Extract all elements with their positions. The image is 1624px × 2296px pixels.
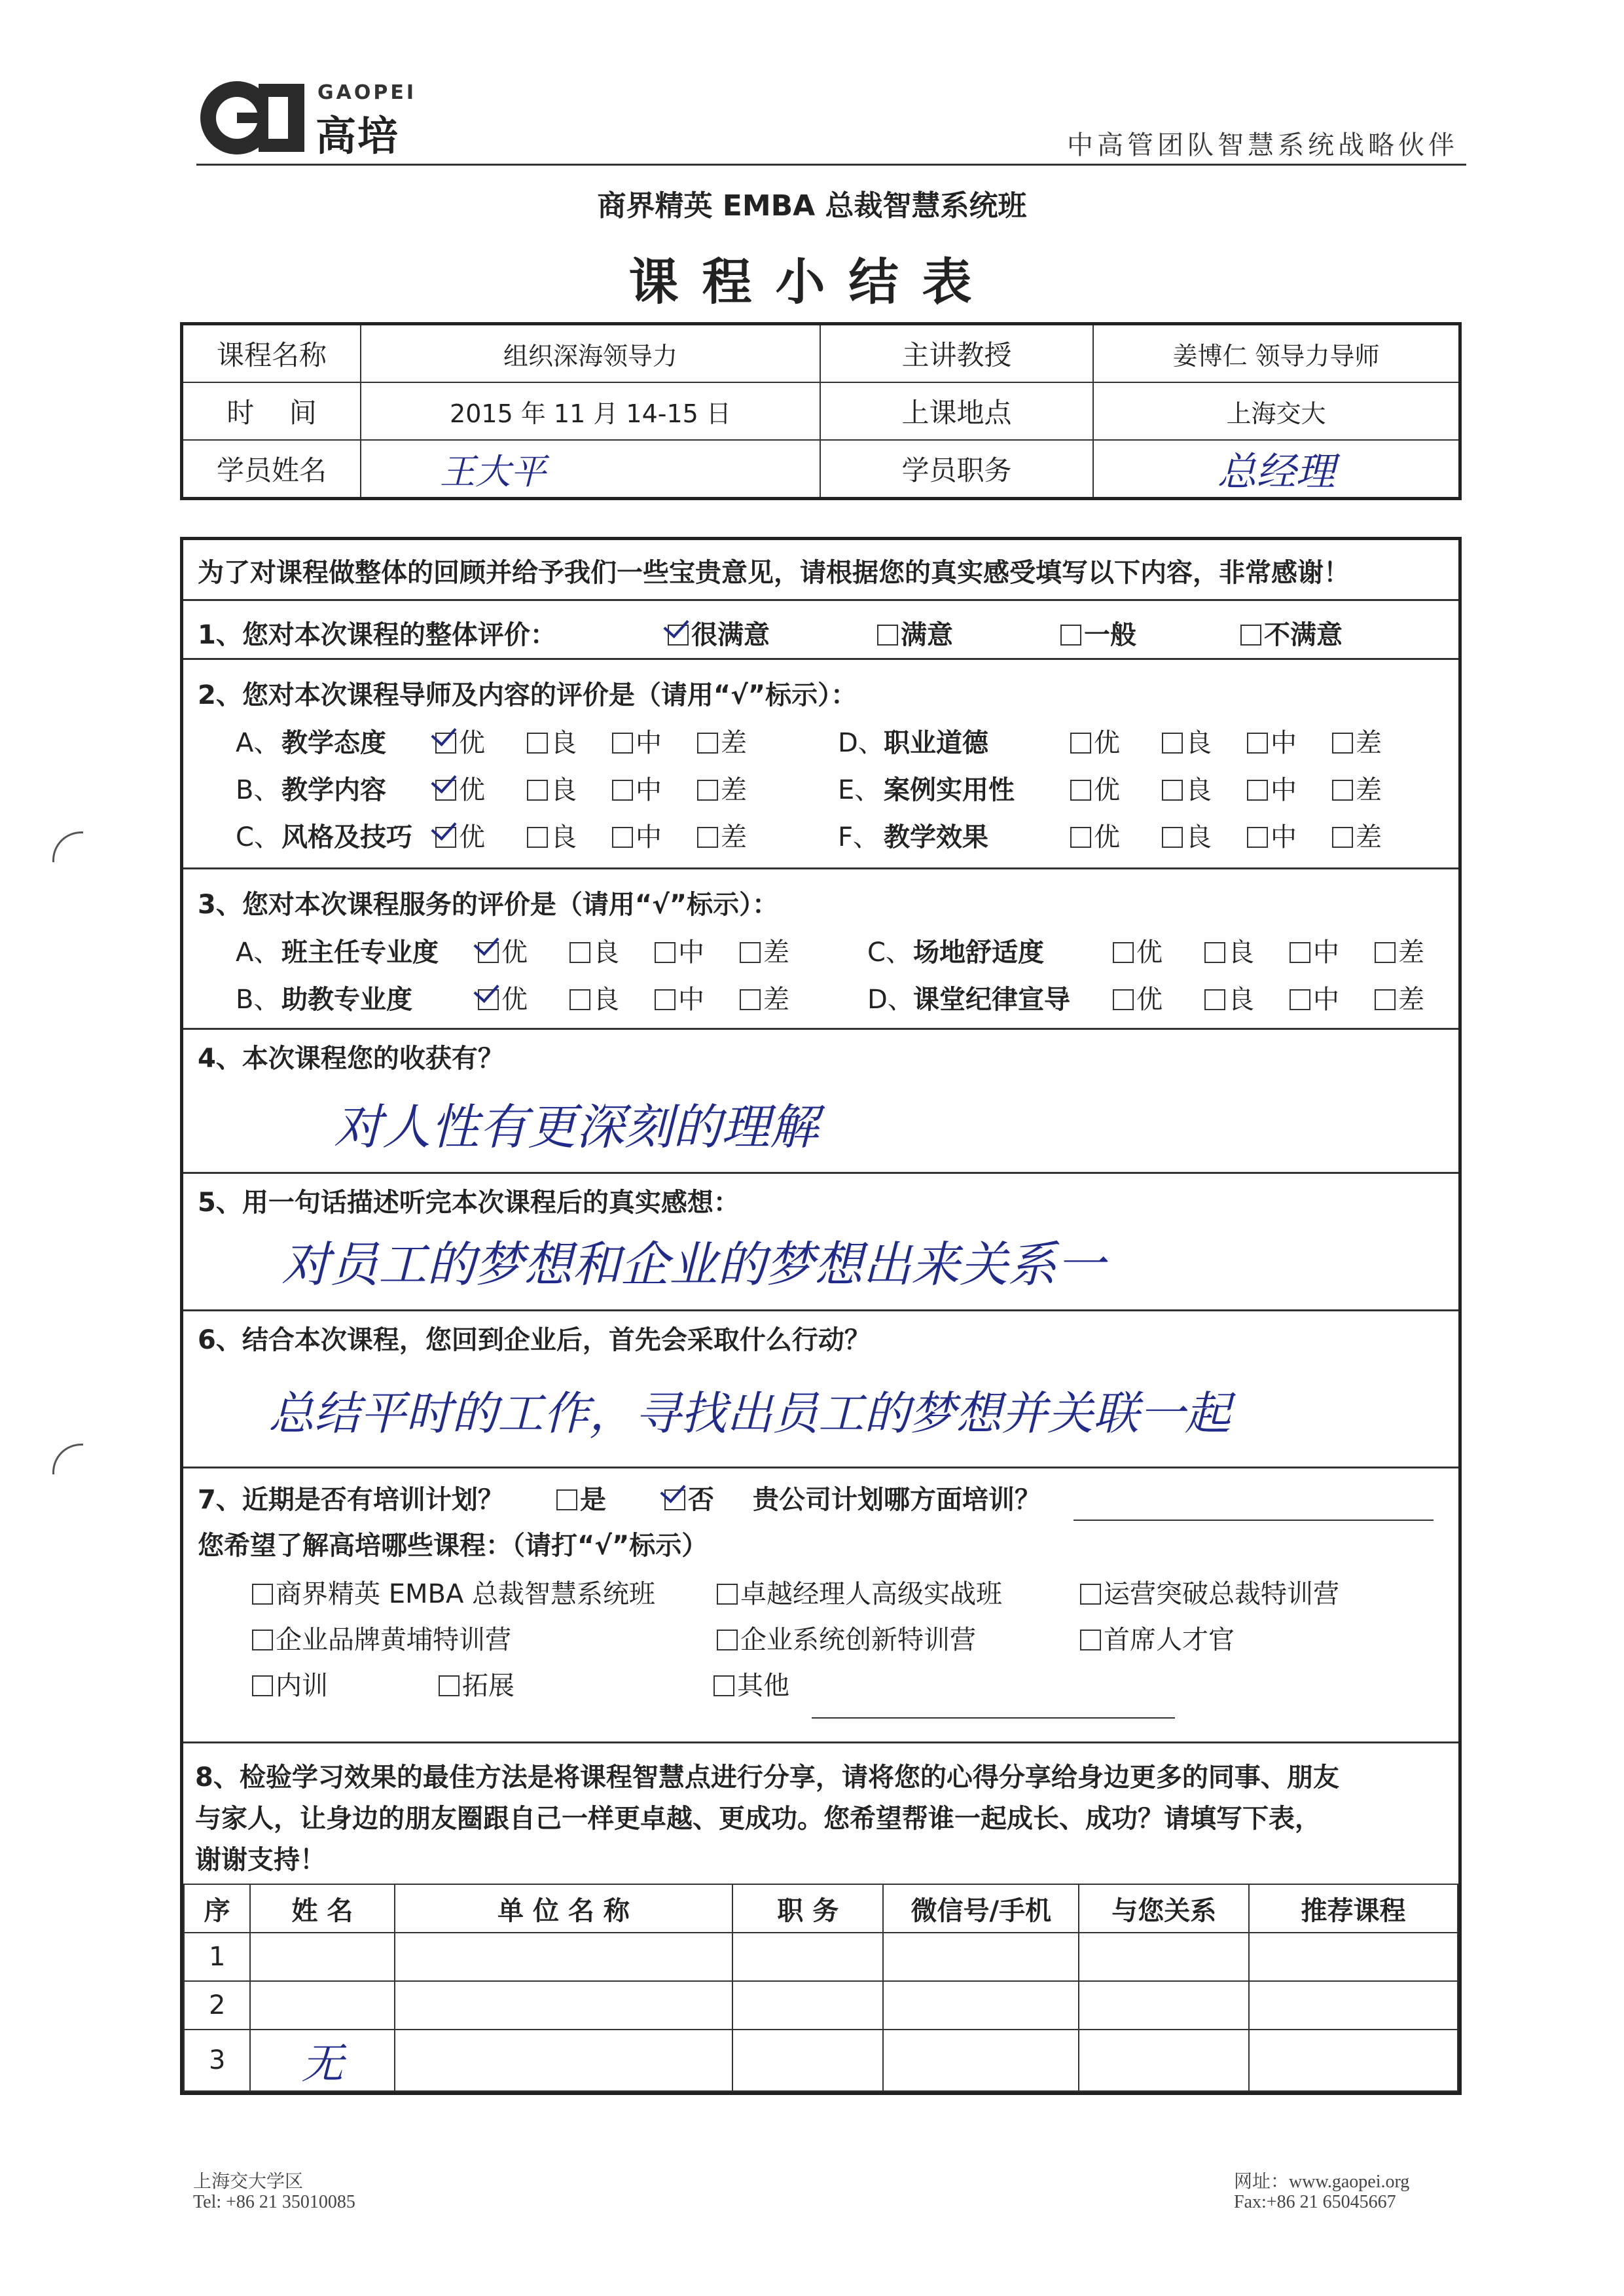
checkbox-icon[interactable] — [569, 989, 590, 1010]
checkbox-icon[interactable] — [527, 780, 548, 801]
checkbox-icon[interactable] — [527, 827, 548, 848]
checkbox-icon[interactable] — [527, 733, 548, 754]
q3-item-label: 场地舒适度 — [913, 938, 1044, 968]
q2-left-0-grade-fair[interactable]: 中 — [612, 722, 662, 759]
course-info-table — [180, 322, 1462, 500]
scan-hole-mark — [52, 1444, 83, 1474]
q3-item-label: 课堂纪律宣导 — [913, 985, 1070, 1015]
q2-left-2-grade-excellent[interactable]: 优 — [435, 816, 485, 854]
teacher-label: 主讲教授 — [820, 324, 1093, 383]
checkbox-icon[interactable] — [1080, 1584, 1101, 1605]
checkbox-icon[interactable] — [252, 1630, 273, 1650]
checkbox-checked-icon[interactable] — [664, 1489, 685, 1510]
q2-item-prefix: F、 — [838, 822, 880, 852]
checkbox-icon[interactable] — [1332, 827, 1353, 848]
checkbox-icon[interactable] — [740, 989, 761, 1010]
q5-section — [183, 1172, 1458, 1309]
q1-option-average[interactable]: 一般 — [1060, 614, 1136, 651]
referral-handwritten-mark: 无 — [301, 2040, 344, 2088]
checkbox-icon[interactable] — [1240, 625, 1261, 646]
survey-form — [180, 537, 1462, 2095]
q7-courses-question: 您希望了解高培哪些课程：（请打“√”标示） — [198, 1531, 708, 1561]
q3-label: 3、您对本次课程服务的评价是（请用“√”标示）： — [198, 890, 779, 920]
q3-left-0-grade-poor[interactable]: 差 — [740, 932, 789, 969]
row-number: 3 — [184, 2030, 250, 2091]
checkbox-icon[interactable] — [612, 780, 633, 801]
intro-text: 为了对课程做整体的回顾并给予我们一些宝贵意见，请根据您的真实感受填写以下内容，非常感谢！ — [198, 558, 1350, 588]
table-cell[interactable] — [1249, 2030, 1458, 2091]
checkbox-icon[interactable] — [655, 989, 676, 1010]
q2-right-2-grade-fair[interactable]: 中 — [1247, 816, 1297, 854]
q2-right-1-grade-excellent[interactable]: 优 — [1070, 769, 1120, 807]
course-name-value: 组织深海领导力 — [361, 324, 820, 383]
q3-right-0-grade-good[interactable]: 良 — [1204, 932, 1254, 969]
checkbox-icon[interactable] — [612, 733, 633, 754]
checkbox-icon[interactable] — [655, 942, 676, 963]
course-option[interactable]: 内训 — [252, 1665, 328, 1702]
q2-right-2-grade-good[interactable]: 良 — [1162, 816, 1212, 854]
q1-option-very-satisfied[interactable]: 很满意 — [668, 614, 770, 651]
q5-answer: 对员工的梦想和企业的梦想出来关系一 — [281, 1237, 1105, 1293]
referral-table-header: 与您关系 — [1079, 1884, 1249, 1933]
row-number: 2 — [184, 1981, 250, 2030]
teacher-value: 姜博仁 领导力导师 — [1093, 324, 1460, 383]
course-option[interactable]: 企业品牌黄埔特训营 — [252, 1619, 511, 1656]
q4-answer: 对人性有更深刻的理解 — [334, 1099, 818, 1156]
q7-section — [183, 1467, 1458, 1741]
checkbox-icon[interactable] — [717, 1584, 738, 1605]
q2-item-label: 教学内容 — [281, 775, 386, 805]
q2-item-prefix: D、 — [838, 728, 884, 758]
q4-label: 4、本次课程您的收获有？ — [198, 1044, 504, 1074]
student-position-value: 总经理 — [1093, 440, 1460, 499]
checkbox-icon[interactable] — [1162, 827, 1183, 848]
q3-item-prefix: B、 — [236, 985, 280, 1015]
q3-left-0-grade-good[interactable]: 良 — [569, 932, 619, 969]
footer-campus: 上海交大学区 — [193, 2172, 304, 2192]
table-row — [184, 1933, 1458, 1981]
q2-right-0-grade-fair[interactable]: 中 — [1247, 722, 1297, 759]
table-row — [184, 2030, 1458, 2091]
q2-right-1-grade-fair[interactable]: 中 — [1247, 769, 1297, 807]
q2-item-label: 案例实用性 — [884, 775, 1015, 805]
q2-right-0-grade-poor[interactable]: 差 — [1332, 722, 1382, 759]
q3-right-1-grade-fair[interactable]: 中 — [1290, 979, 1339, 1016]
q3-item-prefix: A、 — [236, 938, 280, 968]
table-cell[interactable] — [732, 1981, 883, 2030]
q3-section — [183, 867, 1458, 1028]
table-cell[interactable] — [883, 2030, 1079, 2091]
q2-item-label: 职业道德 — [884, 728, 988, 758]
q3-left-0-grade-fair[interactable]: 中 — [655, 932, 704, 969]
logo-text-en: GAOPEI — [317, 81, 416, 104]
table-cell[interactable] — [250, 1981, 394, 2030]
checkbox-icon[interactable] — [1290, 989, 1310, 1010]
q3-left-1-grade-excellent[interactable]: 优 — [478, 979, 528, 1016]
footer-tel: Tel: +86 21 35010085 — [193, 2192, 355, 2212]
checkbox-icon[interactable] — [697, 733, 718, 754]
table-cell[interactable] — [1249, 1981, 1458, 2030]
q7-other-answer-line[interactable] — [812, 1717, 1175, 1719]
q6-answer: 总结平时的工作，寻找出员工的梦想并关联一起 — [268, 1387, 1231, 1440]
footer-fax: Fax:+86 21 65045667 — [1234, 2192, 1396, 2212]
checkbox-icon[interactable] — [1070, 780, 1091, 801]
course-option[interactable]: 商界精英 EMBA 总裁智慧系统班 — [252, 1573, 655, 1611]
q2-right-1-grade-poor[interactable]: 差 — [1332, 769, 1382, 807]
q6-section — [183, 1309, 1458, 1467]
checkbox-icon[interactable] — [556, 1489, 577, 1510]
table-cell[interactable] — [732, 2030, 883, 2091]
q2-right-2-grade-excellent[interactable]: 优 — [1070, 816, 1120, 854]
q2-left-2-grade-poor[interactable]: 差 — [697, 816, 747, 854]
q7-no-option[interactable]: 否 — [664, 1479, 714, 1516]
q2-left-1-grade-fair[interactable]: 中 — [612, 769, 662, 807]
referral-table-header: 微信号/手机 — [883, 1884, 1079, 1933]
q4-section — [183, 1028, 1458, 1172]
checkbox-icon[interactable] — [1375, 942, 1396, 963]
table-row — [184, 1981, 1458, 2030]
course-name-label: 课程名称 — [182, 324, 361, 383]
q2-label: 2、您对本次课程导师及内容的评价是（请用“√”标示）： — [198, 680, 857, 710]
q2-item-label: 教学态度 — [281, 728, 386, 758]
checkbox-icon[interactable] — [439, 1675, 460, 1696]
checkbox-icon[interactable] — [252, 1584, 273, 1605]
q2-item-prefix: B、 — [236, 775, 280, 805]
checkbox-icon[interactable] — [1247, 780, 1268, 801]
referral-table-header: 职 务 — [732, 1884, 883, 1933]
checkbox-icon[interactable] — [612, 827, 633, 848]
course-option[interactable]: 卓越经理人高级实战班 — [717, 1573, 1002, 1611]
table-cell[interactable] — [1079, 1933, 1249, 1981]
referral-table — [183, 1884, 1458, 2092]
q2-right-0-grade-excellent[interactable]: 优 — [1070, 722, 1120, 759]
table-cell[interactable] — [1249, 1933, 1458, 1981]
q5-label: 5、用一句话描述听完本次课程后的真实感想： — [198, 1188, 740, 1218]
table-cell[interactable] — [395, 2030, 733, 2091]
checkbox-checked-icon[interactable] — [435, 733, 456, 754]
q2-left-2-grade-good[interactable]: 良 — [527, 816, 577, 854]
q3-item-prefix: D、 — [867, 985, 914, 1015]
q3-left-0-grade-excellent[interactable]: 优 — [478, 932, 528, 969]
q3-left-1-grade-good[interactable]: 良 — [569, 979, 619, 1016]
course-option[interactable]: 企业系统创新特训营 — [717, 1619, 976, 1656]
checkbox-icon[interactable] — [697, 780, 718, 801]
checkbox-icon[interactable] — [717, 1630, 738, 1650]
q2-left-1-grade-poor[interactable]: 差 — [697, 769, 747, 807]
q3-right-1-grade-excellent[interactable]: 优 — [1113, 979, 1163, 1016]
course-option[interactable]: 其他 — [713, 1665, 789, 1702]
q7-plan-question: 贵公司计划哪方面培训？ — [753, 1485, 1041, 1515]
q3-right-0-grade-poor[interactable]: 差 — [1375, 932, 1424, 969]
q2-item-prefix: E、 — [838, 775, 881, 805]
table-cell[interactable] — [883, 1981, 1079, 2030]
checkbox-icon[interactable] — [1332, 780, 1353, 801]
footer-website[interactable]: 网址：www.gaopei.org — [1234, 2172, 1410, 2192]
scan-hole-mark — [52, 831, 83, 862]
checkbox-icon[interactable] — [1204, 942, 1225, 963]
checkbox-icon[interactable] — [1060, 625, 1081, 646]
q1-label: 1、您对本次课程的整体评价： — [198, 620, 556, 650]
table-cell[interactable] — [395, 1981, 733, 2030]
checkbox-icon[interactable] — [1070, 827, 1091, 848]
table-cell[interactable] — [1079, 2030, 1249, 2091]
q2-item-prefix: C、 — [236, 822, 280, 852]
checkbox-checked-icon[interactable] — [478, 989, 499, 1010]
q7-yes-option[interactable]: 是 — [556, 1479, 606, 1516]
checkbox-icon[interactable] — [740, 942, 761, 963]
q2-right-1-grade-good[interactable]: 良 — [1162, 769, 1212, 807]
q8-section — [183, 1741, 1458, 2095]
student-name-label: 学员姓名 — [182, 440, 361, 499]
q6-label: 6、结合本次课程，您回到企业后，首先会采取什么行动？ — [198, 1325, 871, 1355]
q2-left-1-grade-excellent[interactable]: 优 — [435, 769, 485, 807]
checkbox-icon[interactable] — [1080, 1630, 1101, 1650]
checkbox-icon[interactable] — [1113, 989, 1134, 1010]
referral-table-header: 单 位 名 称 — [395, 1884, 733, 1933]
form-title: 课程小结表 — [628, 253, 996, 311]
course-option[interactable]: 拓展 — [439, 1665, 514, 1702]
checkbox-icon[interactable] — [1162, 733, 1183, 754]
student-name-value: 王大平 — [361, 440, 820, 499]
table-cell[interactable] — [250, 2030, 394, 2091]
checkbox-checked-icon[interactable] — [478, 942, 499, 963]
checkbox-icon[interactable] — [1247, 827, 1268, 848]
checkbox-icon[interactable] — [697, 827, 718, 848]
q3-item-prefix: C、 — [867, 938, 912, 968]
referral-table-header: 序 — [184, 1884, 250, 1933]
q3-right-0-grade-excellent[interactable]: 优 — [1113, 932, 1163, 969]
q1-section — [183, 599, 1458, 658]
q3-right-1-grade-poor[interactable]: 差 — [1375, 979, 1424, 1016]
gaopei-logo-icon — [196, 79, 308, 157]
tagline: 中高管团队智慧系统战略伙伴 — [1067, 130, 1458, 160]
checkbox-icon[interactable] — [713, 1675, 734, 1696]
table-cell[interactable] — [395, 1933, 733, 1981]
checkbox-icon[interactable] — [1162, 780, 1183, 801]
logo-text-cn: 高培 — [316, 112, 400, 160]
table-cell[interactable] — [732, 1933, 883, 1981]
q2-item-label: 教学效果 — [884, 822, 988, 852]
q2-right-0-grade-good[interactable]: 良 — [1162, 722, 1212, 759]
table-cell[interactable] — [1079, 1981, 1249, 2030]
checkbox-icon[interactable] — [877, 625, 898, 646]
q7-label: 7、近期是否有培训计划？ — [198, 1485, 504, 1515]
checkbox-icon[interactable] — [1290, 942, 1310, 963]
header-divider — [196, 164, 1466, 166]
checkbox-icon[interactable] — [252, 1675, 273, 1696]
referral-table-header: 推荐课程 — [1249, 1884, 1458, 1933]
q2-left-0-grade-excellent[interactable]: 优 — [435, 722, 485, 759]
q2-right-2-grade-poor[interactable]: 差 — [1332, 816, 1382, 854]
course-option[interactable]: 运营突破总裁特训营 — [1080, 1573, 1339, 1611]
checkbox-icon[interactable] — [1113, 942, 1134, 963]
q8-text-line3: 谢谢支持！ — [195, 1845, 326, 1875]
course-option[interactable]: 首席人才官 — [1080, 1619, 1235, 1656]
q1-option-satisfied[interactable]: 满意 — [877, 614, 953, 651]
table-cell[interactable] — [883, 1933, 1079, 1981]
q2-left-2-grade-fair[interactable]: 中 — [612, 816, 662, 854]
q3-item-label: 助教专业度 — [281, 985, 412, 1015]
table-cell[interactable] — [250, 1933, 394, 1981]
time-value: 2015 年 11 月 14-15 日 — [361, 382, 820, 440]
q2-section — [183, 658, 1458, 867]
q2-left-0-grade-good[interactable]: 良 — [527, 722, 577, 759]
q1-option-unsatisfied[interactable]: 不满意 — [1240, 614, 1343, 651]
course-series-title: 商界精英 EMBA 总裁智慧系统班 — [597, 189, 1027, 223]
q8-text-line1: 8、检验学习效果的最佳方法是将课程智慧点进行分享，请将您的心得分享给身边更多的同事、朋友 — [195, 1762, 1339, 1793]
place-value: 上海交大 — [1093, 382, 1460, 440]
checkbox-checked-icon[interactable] — [668, 625, 689, 646]
q3-item-label: 班主任专业度 — [281, 938, 439, 968]
q2-item-prefix: A、 — [236, 728, 280, 758]
q3-right-1-grade-good[interactable]: 良 — [1204, 979, 1254, 1016]
checkbox-icon[interactable] — [1070, 733, 1091, 754]
checkbox-icon[interactable] — [569, 942, 590, 963]
q7-plan-answer-line[interactable] — [1074, 1520, 1434, 1521]
checkbox-icon[interactable] — [1204, 989, 1225, 1010]
q2-item-label: 风格及技巧 — [281, 822, 412, 852]
checkbox-checked-icon[interactable] — [435, 827, 456, 848]
referral-table-header: 姓 名 — [250, 1884, 394, 1933]
q2-left-0-grade-poor[interactable]: 差 — [697, 722, 747, 759]
checkbox-icon[interactable] — [1332, 733, 1353, 754]
q3-right-0-grade-fair[interactable]: 中 — [1290, 932, 1339, 969]
q3-left-1-grade-fair[interactable]: 中 — [655, 979, 704, 1016]
checkbox-icon[interactable] — [1247, 733, 1268, 754]
checkbox-icon[interactable] — [1375, 989, 1396, 1010]
q3-left-1-grade-poor[interactable]: 差 — [740, 979, 789, 1016]
q8-text-line2: 与家人，让身边的朋友圈跟自己一样更卓越、更成功。您希望帮谁一起成长、成功？请填写下表， — [195, 1804, 1321, 1834]
student-position-label: 学员职务 — [820, 440, 1093, 499]
checkbox-checked-icon[interactable] — [435, 780, 456, 801]
place-label: 上课地点 — [820, 382, 1093, 440]
q2-left-1-grade-good[interactable]: 良 — [527, 769, 577, 807]
time-label: 时 间 — [182, 382, 361, 440]
row-number: 1 — [184, 1933, 250, 1981]
